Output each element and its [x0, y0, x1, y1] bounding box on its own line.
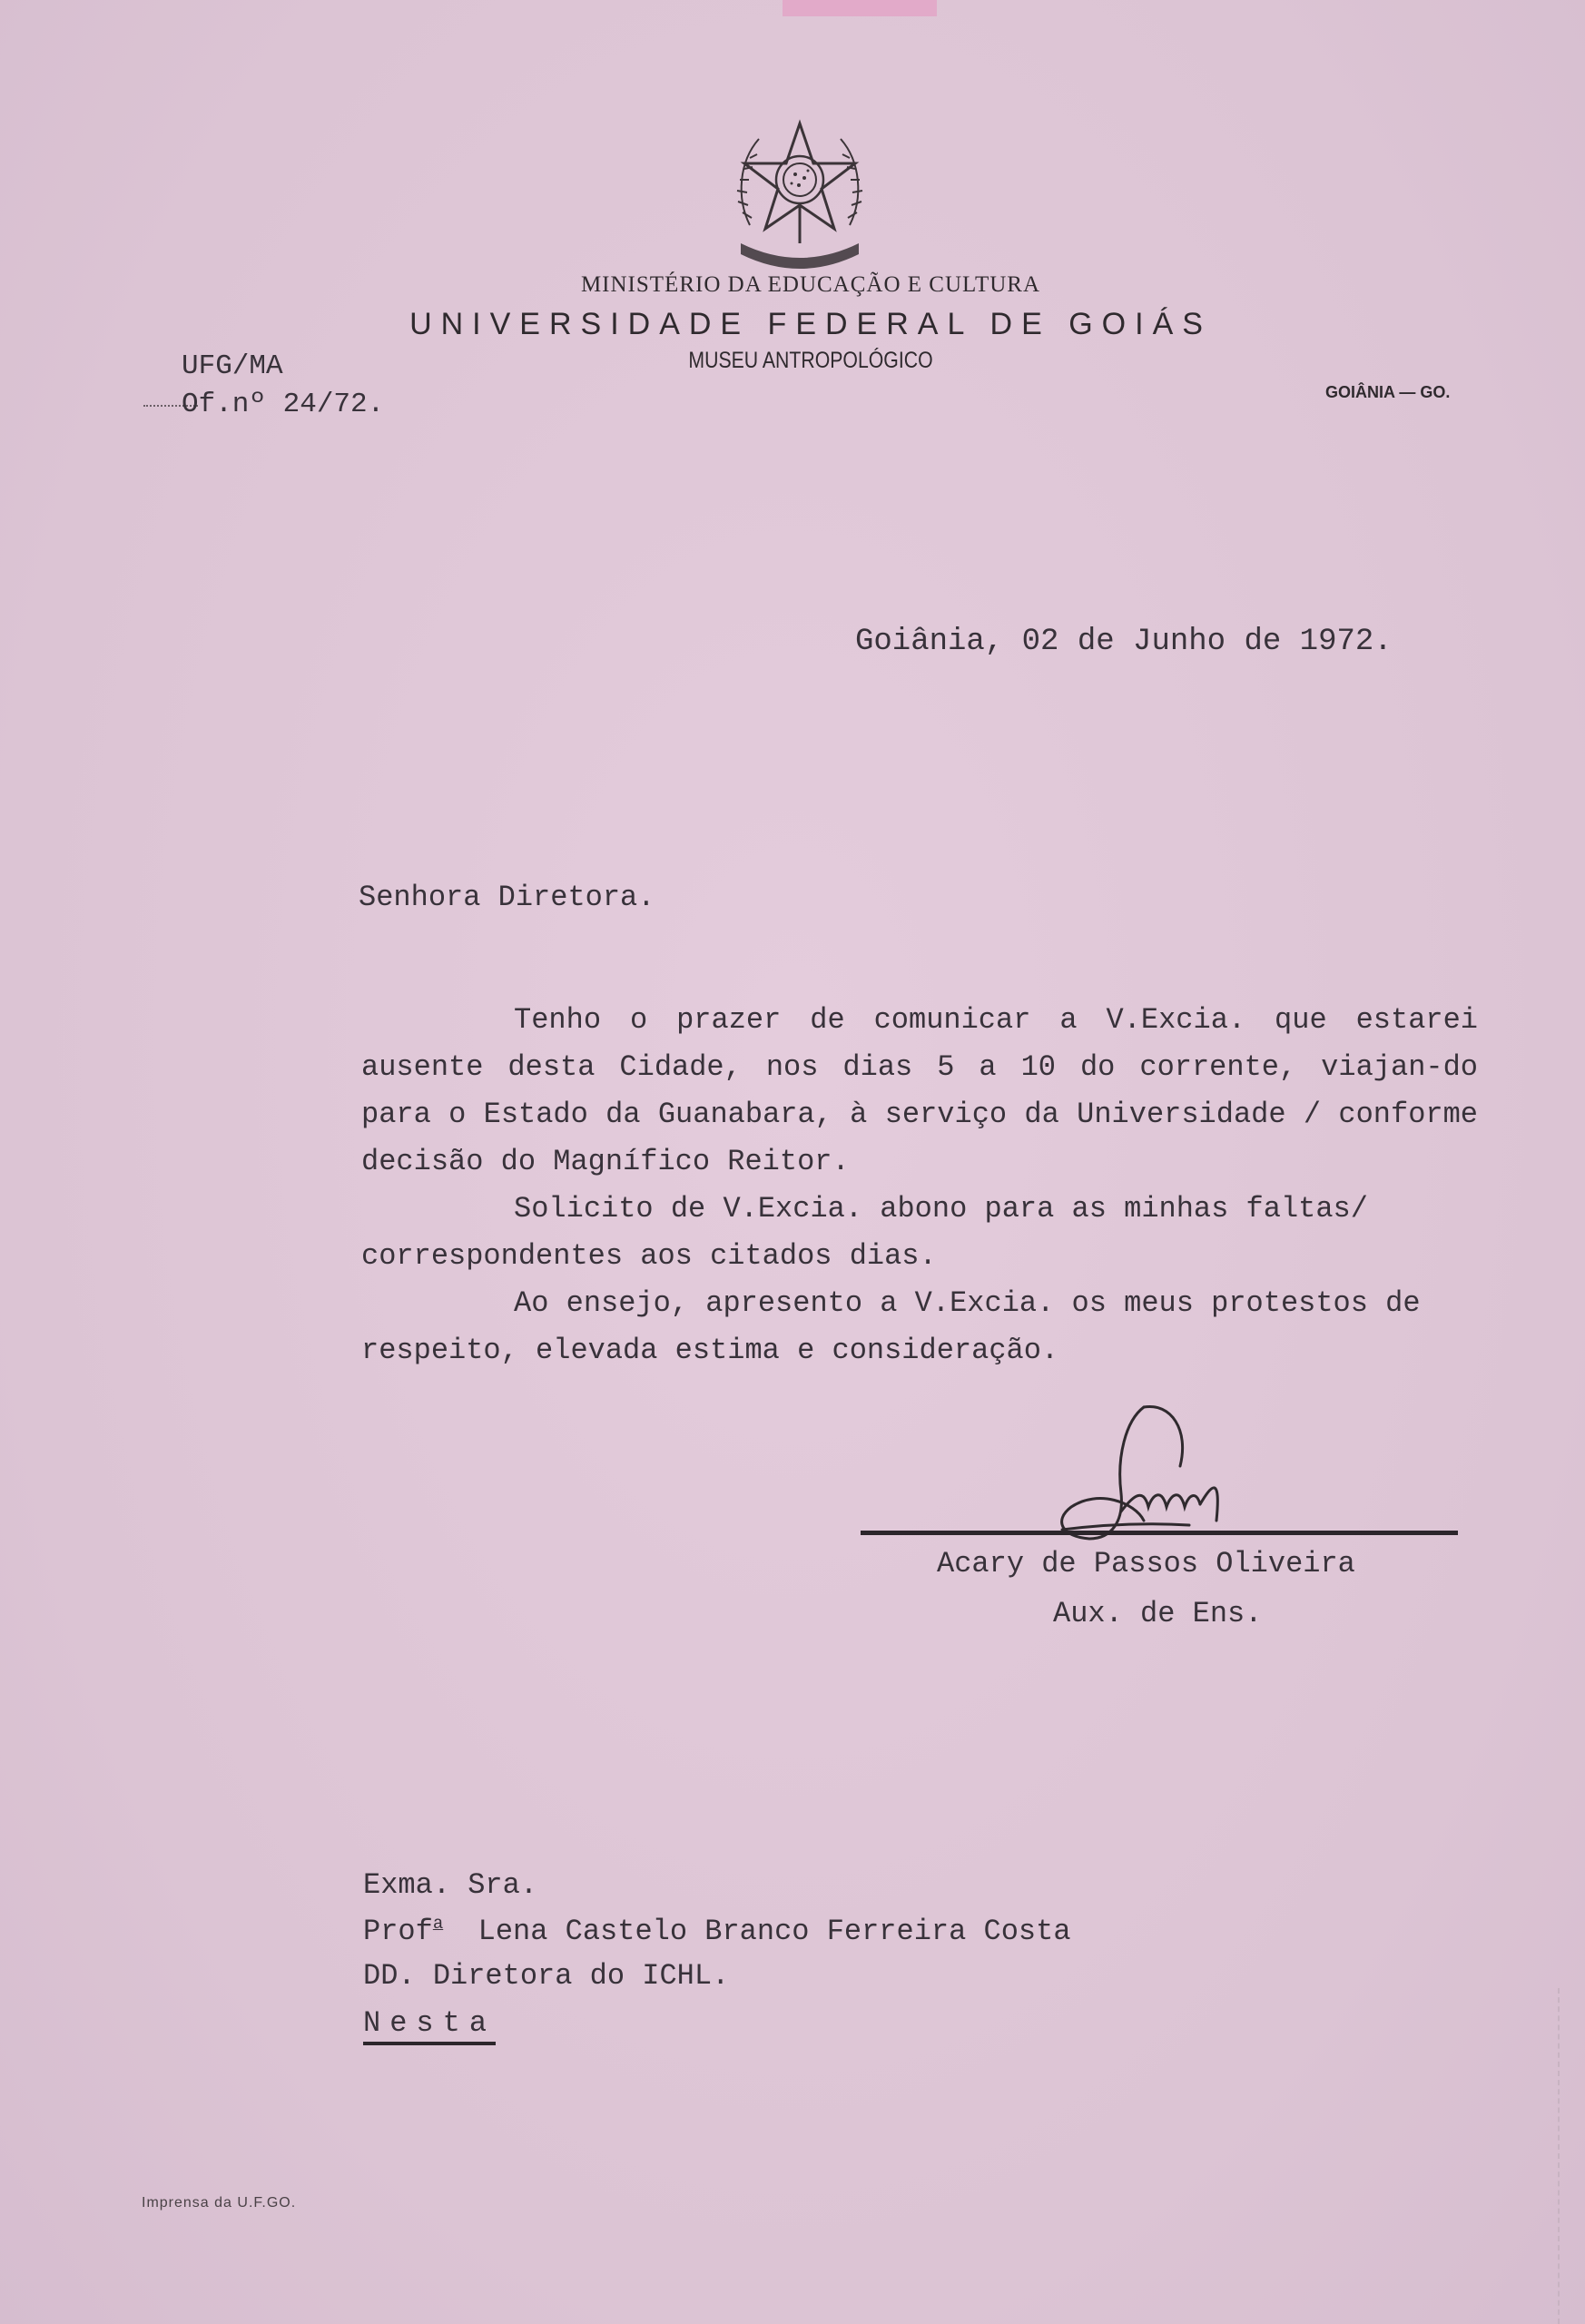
addressee-location: Nesta — [363, 2006, 496, 2045]
reference-code: UFG/MA — [182, 350, 283, 382]
university-title: UNIVERSIDADE FEDERAL DE GOIÁS — [409, 307, 1212, 341]
addressee-name-line — [363, 1914, 1071, 1948]
tape-strip — [783, 0, 937, 16]
body-paragraph — [361, 997, 1478, 1186]
prof-abbreviation: Prof — [363, 1915, 433, 1948]
brazil-coat-of-arms-icon — [732, 116, 868, 276]
body-paragraph-text: Ao ensejo, apresento a V.Excia. os meus protestos de respeito, elevada estima e consideração. — [361, 1286, 1421, 1367]
body-paragraph-text: Solicito de V.Excia. abono para as minhas faltas/ correspondentes aos citados dias. — [361, 1192, 1368, 1273]
addressee-salutation: Exma. Sra. — [363, 1868, 538, 1902]
signature-line — [861, 1531, 1458, 1535]
addressee-name: Lena Castelo Branco Ferreira Costa — [477, 1915, 1071, 1948]
addressee-role: DD. Diretora do ICHL. — [363, 1959, 730, 1993]
letter-date: Goiânia, 02 de Junho de 1972. — [855, 625, 1393, 659]
ministry-title: MINISTÉRIO DA EDUCAÇÃO E CULTURA — [580, 272, 1041, 297]
body-paragraph — [361, 1186, 1478, 1280]
page-edge-mark — [1558, 1988, 1567, 2324]
letterhead-city: GOIÂNIA — GO. — [1325, 383, 1451, 401]
imprint-footer: Imprensa da U.F.GO. — [142, 2195, 297, 2211]
prof-superscript: a — [432, 1914, 444, 1934]
signer-name: Acary de Passos Oliveira — [937, 1547, 1355, 1581]
museum-title: MUSEU ANTROPOLÓGICO — [688, 348, 933, 373]
official-letter-number: Of.nº 24/72. — [182, 389, 385, 420]
salutation: Senhora Diretora. — [359, 881, 655, 914]
body-paragraph-text: Tenho o prazer de comunicar a V.Excia. que estarei ausente desta Cidade, nos dias 5 a 10 do corrente, viajan-do para o Estado da Guanabara, à serviço da Universidade / conforme decisão do Magnífico Reitor. — [361, 1003, 1478, 1178]
signer-title: Aux. de Ens. — [1053, 1597, 1263, 1630]
body-paragraph — [361, 1280, 1478, 1374]
